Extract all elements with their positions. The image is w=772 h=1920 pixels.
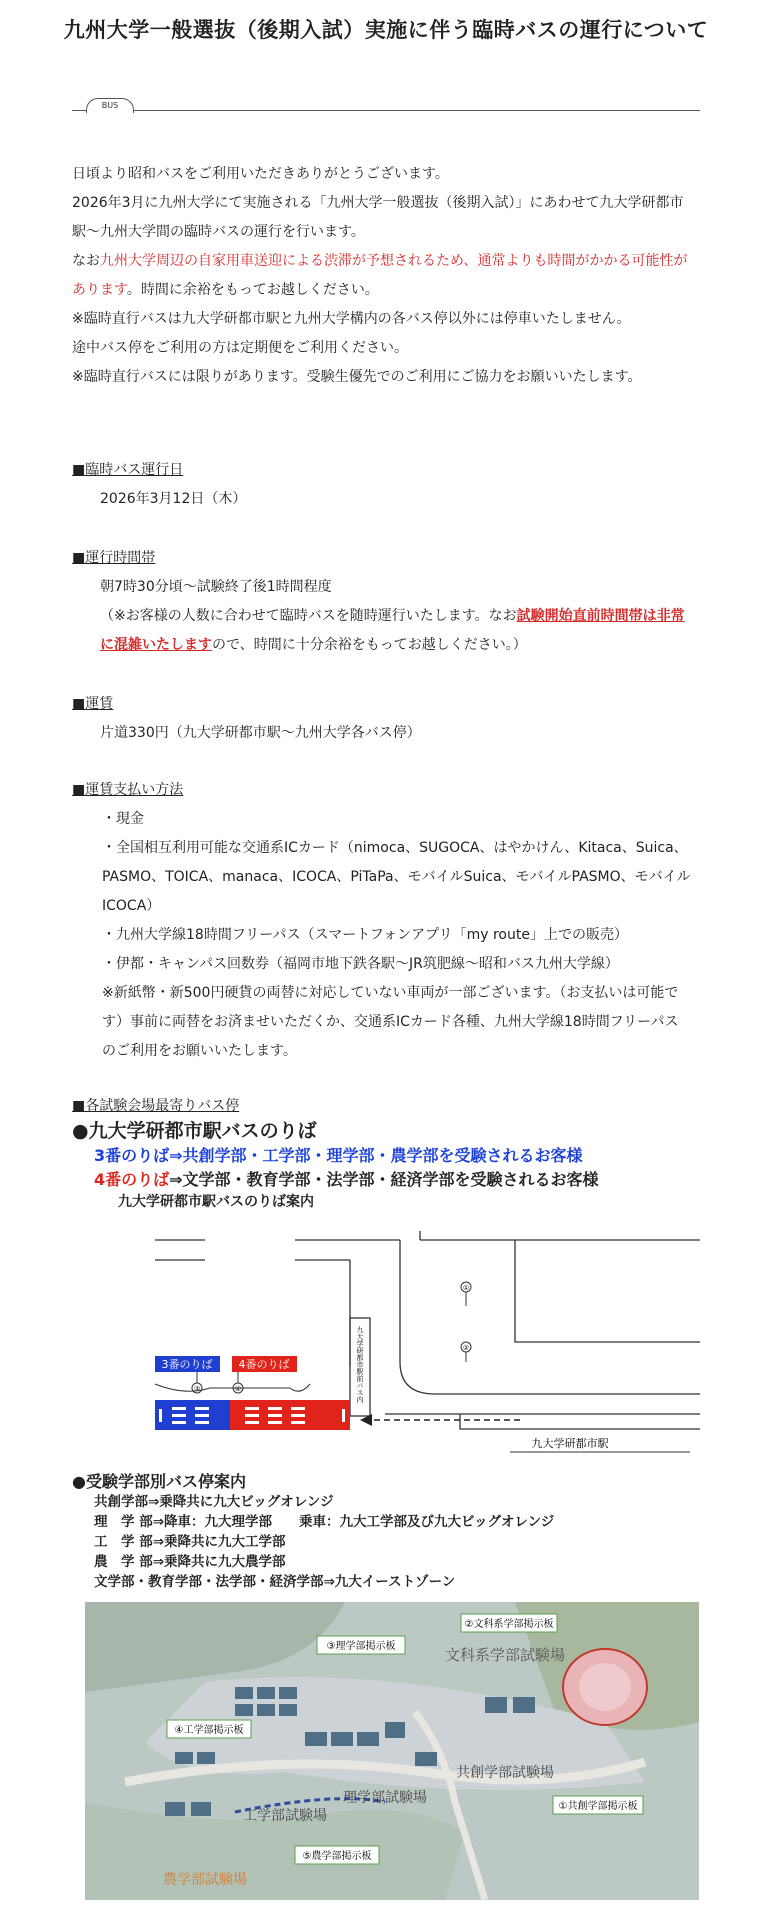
intro-section bbox=[72, 160, 692, 392]
platform-3-label: 3番のりば bbox=[161, 1358, 213, 1371]
stops-guide: 九大学研都市駅バスのりば案内 bbox=[118, 1194, 314, 1210]
hours-section bbox=[72, 544, 692, 660]
line4-num: 4番のりば bbox=[94, 1170, 170, 1189]
fare-heading: ■運賃 bbox=[72, 696, 114, 712]
payment-heading: ■運賃支払い方法 bbox=[72, 782, 184, 798]
payment-item-1: ・現金 bbox=[102, 811, 144, 827]
road-line bbox=[460, 1414, 700, 1429]
station-label: 九大学研都市駅 bbox=[531, 1437, 609, 1450]
intro-p3 bbox=[72, 247, 692, 305]
operation-day-value: 2026年3月12日（木） bbox=[100, 491, 247, 507]
payment-item-3: ・九州大学線18時間フリーパス（スマートフォンアプリ「my route」上での販売） bbox=[102, 927, 628, 943]
nogaku-hall-label: 農学部試験場 bbox=[163, 1872, 247, 1888]
operation-day-heading: ■臨時バス運行日 bbox=[72, 462, 184, 478]
fare-section bbox=[72, 690, 692, 748]
line4-info bbox=[72, 1168, 692, 1192]
board-rigaku: ③理学部掲示板 bbox=[326, 1641, 396, 1652]
stops-main-title: ●九大学研都市駅バスのりば bbox=[72, 1120, 317, 1142]
road-line bbox=[515, 1240, 700, 1342]
board-kogaku: ④工学部掲示板 bbox=[174, 1725, 244, 1736]
stop-num-1: ① bbox=[462, 1284, 470, 1292]
stops-heading: ■各試験会場最寄りバス停 bbox=[72, 1098, 240, 1114]
hours-note bbox=[72, 602, 692, 660]
line4-text: ⇒文学部・教育学部・法学部・経済学部を受験されるお客様 bbox=[169, 1170, 599, 1189]
kogaku-hall-label: 工学部試験場 bbox=[243, 1808, 327, 1824]
hours-heading: ■運行時間帯 bbox=[72, 550, 156, 566]
stop-num-2: ② bbox=[462, 1344, 470, 1352]
hours-note-pre: （※お客様の人数に合わせて臨時バスを随時運行いたします。なお bbox=[100, 608, 517, 624]
intro-p2: 2026年3月に九州大学にて実施される「九州大学一般選抜（後期入試）」にあわせて九大学研都市駅～九州大学間の臨時バスの運行を行います。 bbox=[72, 195, 684, 240]
board-bunka: ②文科系学部掲示板 bbox=[464, 1619, 554, 1630]
hours-note-red: 試験開始直前時間帯は非常に混雑いたします bbox=[100, 608, 685, 653]
bus-tag: BUS bbox=[86, 98, 134, 113]
road-line bbox=[400, 1240, 700, 1394]
board-kyoso: ①共創学部掲示板 bbox=[558, 1801, 638, 1812]
rigaku-hall-label: 理学部試験場 bbox=[343, 1790, 427, 1806]
line3-info bbox=[72, 1144, 692, 1168]
operation-day-section bbox=[72, 456, 692, 514]
faculty-line-4: 農 学 部⇒乗降共に九大農学部 bbox=[94, 1554, 286, 1570]
faculty-title: ●受験学部別バス停案内 bbox=[72, 1472, 246, 1491]
platform-4-label: 4番のりば bbox=[238, 1358, 290, 1371]
faculty-line-1: 共創学部⇒乗降共に九大ビッグオレンジ bbox=[94, 1494, 334, 1510]
faculty-line-5: 文学部・教育学部・法学部・経済学部⇒九大イーストゾーン bbox=[94, 1574, 456, 1590]
kyoso-hall-label: 共創学部試験場 bbox=[456, 1765, 554, 1781]
faculty-line-3: 工 学 部⇒乗降共に九大工学部 bbox=[94, 1534, 286, 1550]
faculty-line-2: 理 学 部⇒降車：九大理学部 乗車：九大工学部及び九大ビッグオレンジ bbox=[94, 1514, 555, 1530]
intro-p3-post: 。時間に余裕をもってお越しください。 bbox=[126, 282, 379, 298]
line3-text: ⇒共創学部・工学部・理学部・農学部を受験されるお客様 bbox=[169, 1146, 583, 1165]
hours-note-post: ので、時間に十分余裕をもってお越しください。） bbox=[212, 637, 527, 653]
board-nogaku: ⑤農学部掲示板 bbox=[302, 1851, 372, 1862]
payment-section bbox=[72, 776, 692, 1066]
divider-line bbox=[72, 110, 700, 111]
stop-num-3: ③ bbox=[193, 1385, 201, 1393]
stops-section bbox=[72, 1094, 692, 1212]
fare-value: 片道330円（九大学研都市駅～九州大学各バス停） bbox=[100, 725, 421, 741]
station-vertical-label: 九大学研都市駅前バス内 bbox=[356, 1326, 364, 1403]
intro-p1: 日頃より昭和バスをご利用いただきありがとうございます。 bbox=[72, 166, 449, 182]
intro-p4: ※臨時直行バスは九大学研都市駅と九州大学構内の各バス停以外には停車いたしません。 bbox=[72, 311, 631, 327]
line3-num: 3番のりば bbox=[94, 1146, 170, 1165]
bus-divider bbox=[72, 92, 700, 112]
payment-note: ※新紙幣・新500円硬貨の両替に対応していない車両が一部ございます。（お支払いは可能です）事前に両替をお済ませいただくか、交通系ICカード各種、九州大学線18時間フリーパスのご利用をお願いいたします。 bbox=[102, 985, 679, 1059]
faculty-section bbox=[72, 1472, 692, 1592]
campus-map bbox=[85, 1602, 699, 1900]
stop-num-4: ④ bbox=[234, 1385, 242, 1393]
bunka-hall-label: 文科系学部試験場 bbox=[444, 1646, 566, 1664]
payment-item-4: ・伊都・キャンパス回数券（福岡市地下鉄各駅～JR筑肥線～昭和バス九州大学線） bbox=[102, 956, 619, 972]
intro-p3-red: 九州大学周辺の自家用車送迎による渋滞が予想されるため、通常よりも時間がかかる可能性があります bbox=[72, 253, 688, 298]
hours-line1: 朝7時30分頃～試験終了後1時間程度 bbox=[100, 579, 332, 595]
payment-item-2: ・全国相互利用可能な交通系ICカード（nimoca、SUGOCA、はやかけん、Kitaca、Suica、PASMO、TOICA、manaca、ICOCA、PiTaPa、モバイルSuica、モバイルPASMO、モバイルICOCA） bbox=[102, 840, 691, 914]
bus-stop-diagram bbox=[150, 1226, 700, 1472]
intro-p5: 途中バス停をご利用の方は定期便をご利用ください。 bbox=[72, 340, 408, 356]
intro-p6: ※臨時直行バスには限りがあります。受験生優先でのご利用にご協力をお願いいたします。 bbox=[72, 369, 642, 385]
page-title: 九州大学一般選抜（後期入試）実施に伴う臨時バスの運行について bbox=[63, 18, 709, 42]
intro-p3-pre: なお bbox=[72, 253, 100, 269]
